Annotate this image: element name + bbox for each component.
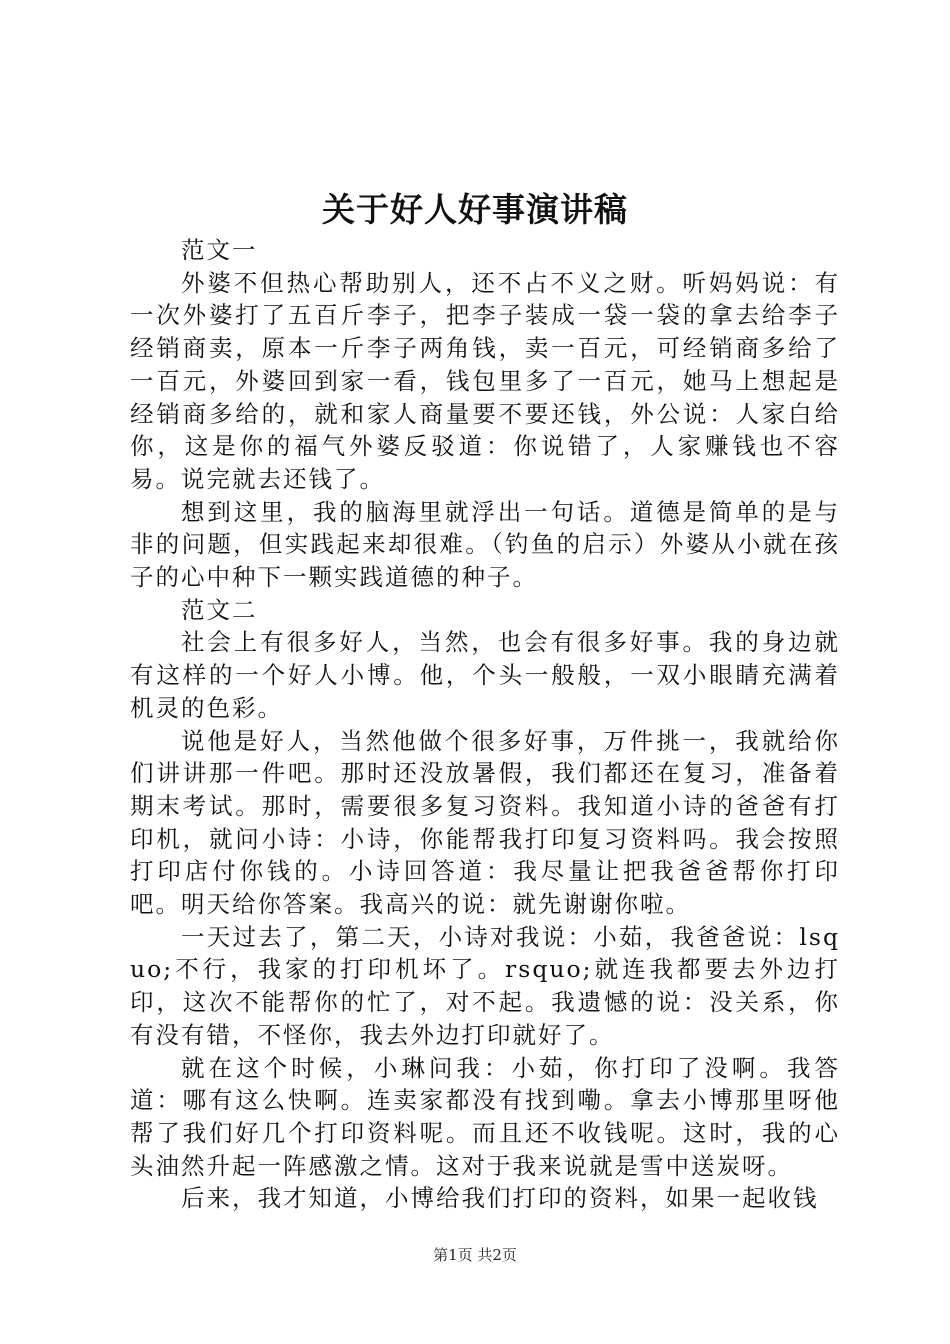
page-number-footer: 第1页 共2页	[433, 1246, 517, 1264]
document-body	[130, 234, 840, 1215]
paragraph: 就在这个时候，小琳问我：小茹，你打印了没啊。我答道：哪有这么快啊。连卖家都没有找到嘞。拿去小博那里呀他帮了我们好几个打印资料呢。而且还不收钱呢。这时，我的心头油然升起一阵感激之情。这对于我来说就是雪中送炭呀。	[130, 1053, 840, 1180]
section-heading-2: 范文二	[181, 595, 258, 624]
paragraph: 说他是好人，当然他做个很多好事，万件挑一，我就给你们讲讲那一件吧。那时还没放暑假，我们都还在复习，准备着期末考试。那时，需要很多复习资料。我知道小诗的爸爸有打印机，就问小诗：小诗，你能帮我打印复习资料吗。我会按照打印店付你钱的。小诗回答道：我尽量让把我爸爸帮你打印吧。明天给你答案。我高兴的说：就先谢谢你啦。	[130, 726, 840, 919]
section-heading-1: 范文一	[181, 236, 258, 264]
paragraph: 一天过去了，第二天，小诗对我说：小茹，我爸爸说：lsquo;不行，我家的打印机坏了。rsquo;就连我都要去外边打印，这次不能帮你的忙了，对不起。我遗憾的说：没关系，你有没有错，不怪你，我去外边打印就好了。	[130, 922, 840, 1049]
paragraph: 想到这里，我的脑海里就浮出一句话。道德是简单的是与非的问题，但实践起来却很难。（钓鱼的启示）外婆从小就在孩子的心中种下一颗实践道德的种子。	[130, 497, 840, 592]
document-title: 关于好人好事演讲稿	[322, 190, 628, 229]
paragraph: 外婆不但热心帮助别人，还不占不义之财。听妈妈说：有一次外婆打了五百斤李子，把李子装成一袋一袋的拿去给李子经销商卖，原本一斤李子两角钱，卖一百元，可经销商多给了一百元，外婆回到家一看，钱包里多了一百元，她马上想起是经销商多给的，就和家人商量要不要还钱，外公说：人家白给你，这是你的福气外婆反驳道：你说错了，人家赚钱也不容易。说完就去还钱了。	[130, 268, 840, 493]
paragraph: 后来，我才知道，小博给我们打印的资料，如果一起收钱	[181, 1184, 819, 1213]
paragraph: 社会上有很多好人，当然，也会有很多好事。我的身边就有这样的一个好人小博。他，个头一般般，一双小眼睛充满着机灵的色彩。	[130, 628, 840, 722]
